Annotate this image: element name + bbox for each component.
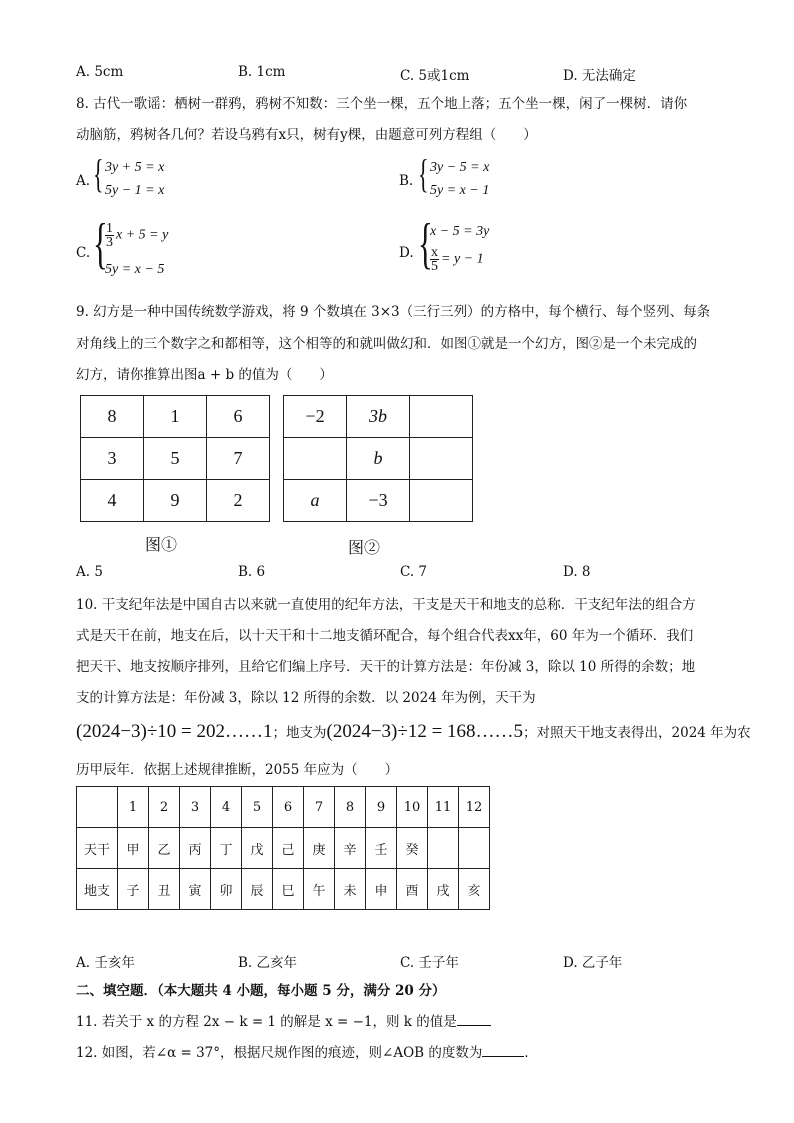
q9-option-d: D. 8 (563, 564, 591, 580)
q10-option-a: A. 壬亥年 (76, 955, 135, 971)
q8-option-d-label: D. (399, 245, 414, 261)
q10-stem-line1: 10. 干支纪年法是中国自古以来就一直使用的纪年方法，干支是天干和地支的总称．干支纪年法的组合方 (76, 597, 696, 613)
q9-option-a: A. 5 (76, 564, 103, 580)
q7-option-a: A. 5cm (76, 64, 124, 80)
q8-option-a-label: A. (76, 173, 91, 189)
q10-option-d: D. 乙子年 (563, 955, 623, 971)
magic-square-1: 8 1 6 3 5 7 4 9 2 (80, 395, 270, 522)
q8-option-b-system: { 3y − 5 = x 5y = x − 1 (418, 151, 490, 198)
q9-option-c: C. 7 (400, 564, 428, 580)
q10-stem-line2: 式是天干在前，地支在后，以十天干和十二地支循环配合，每个组合代表xx年，60 年为一个循环．我们 (76, 628, 694, 644)
ganzhi-table: 1 2 3 4 5 6 7 8 9 10 11 12 天干 甲 乙 丙 丁 戊 己 庚 辛 壬 癸 地支 子 丑 寅 卯 辰 巳 午 未 申 酉 戌 亥 (76, 786, 490, 910)
dizhi-row: 地支 子 丑 寅 卯 辰 巳 午 未 申 酉 戌 亥 (77, 869, 490, 910)
section-2-heading: 二、填空题．（本大题共 4 小题，每小题 5 分，满分 20 分） (76, 983, 446, 999)
q10-stem-line4: 支的计算方法是：年份减 3，除以 12 所得的余数．以 2024 年为例，天干为 (76, 690, 536, 706)
magic-square-2: −2 3b b a −3 (283, 395, 473, 522)
q9-option-b: B. 6 (238, 564, 266, 580)
q11-answer-blank (457, 1013, 491, 1026)
q9-stem-line3: 幻方，请你推算出图a + b 的值为（ ） (76, 367, 333, 383)
q8-option-c-label: C. (76, 245, 91, 261)
tiangan-row: 天干 甲 乙 丙 丁 戊 己 庚 辛 壬 癸 (77, 828, 490, 869)
q10-option-c: C. 壬子年 (400, 955, 459, 971)
q7-option-c: C. 5或1cm (400, 68, 470, 84)
q9-stem-line1: 9. 幻方是一种中国传统数学游戏，将 9 个数填在 3×3（三行三列）的方格中，每个横行、每个竖列、每条 (76, 304, 711, 320)
q12-answer-blank (482, 1044, 524, 1057)
q11-stem: 11. 若关于 x 的方程 2x − k = 1 的解是 x = −1，则 k 的值是 (76, 1012, 491, 1032)
q10-option-b: B. 乙亥年 (238, 955, 298, 971)
q8-option-c-system: { $\frac{1}{3}$ x + 5 = y 5y = x − 5 (93, 213, 169, 277)
q9-stem-line2: 对角线上的三个数字之和都相等，这个相等的和就叫做幻和．如图①就是一个幻方，图②是一个未完成的 (76, 336, 697, 352)
q8-option-d-system: { x − 5 = 3y $\frac{x}{5}$ = y − 1 (418, 213, 490, 275)
q8-stem-line2: 动脑筋，鸦树各几何？若设乌鸦有x只，树有y棵，由题意可列方程组（ ） (76, 127, 537, 143)
q7-option-b: B. 1cm (238, 64, 286, 80)
q10-stem-line5: (2024−3)÷10 = 202……1；地支为(2024−3)÷12 = 168……5；对照天干地支表得出，2024 年为农 (76, 721, 751, 742)
q8-stem-line1: 8. 古代一歌谣：栖树一群鸦，鸦树不知数：三个坐一棵，五个地上落；五个坐一棵，闲了一棵树．请你 (76, 96, 688, 112)
figure-1-caption: 图① (145, 535, 178, 554)
figure-2-caption: 图② (348, 538, 381, 557)
q10-stem-line6: 历甲辰年．依据上述规律推断，2055 年应为（ ） (76, 762, 399, 778)
q10-stem-line3: 把天干、地支按顺序排列，且给它们编上序号．天干的计算方法是：年份减 3，除以 10 所得的余数；地 (76, 659, 696, 675)
q7-option-d: D. 无法确定 (563, 68, 636, 84)
q12-stem: 12. 如图，若∠α = 37°，根据尺规作图的痕迹，则∠AOB 的度数为 ． (76, 1045, 538, 1061)
q8-option-b-label: B. (399, 173, 414, 189)
q8-option-a-system: { 3y + 5 = x 5y − 1 = x (93, 151, 165, 198)
